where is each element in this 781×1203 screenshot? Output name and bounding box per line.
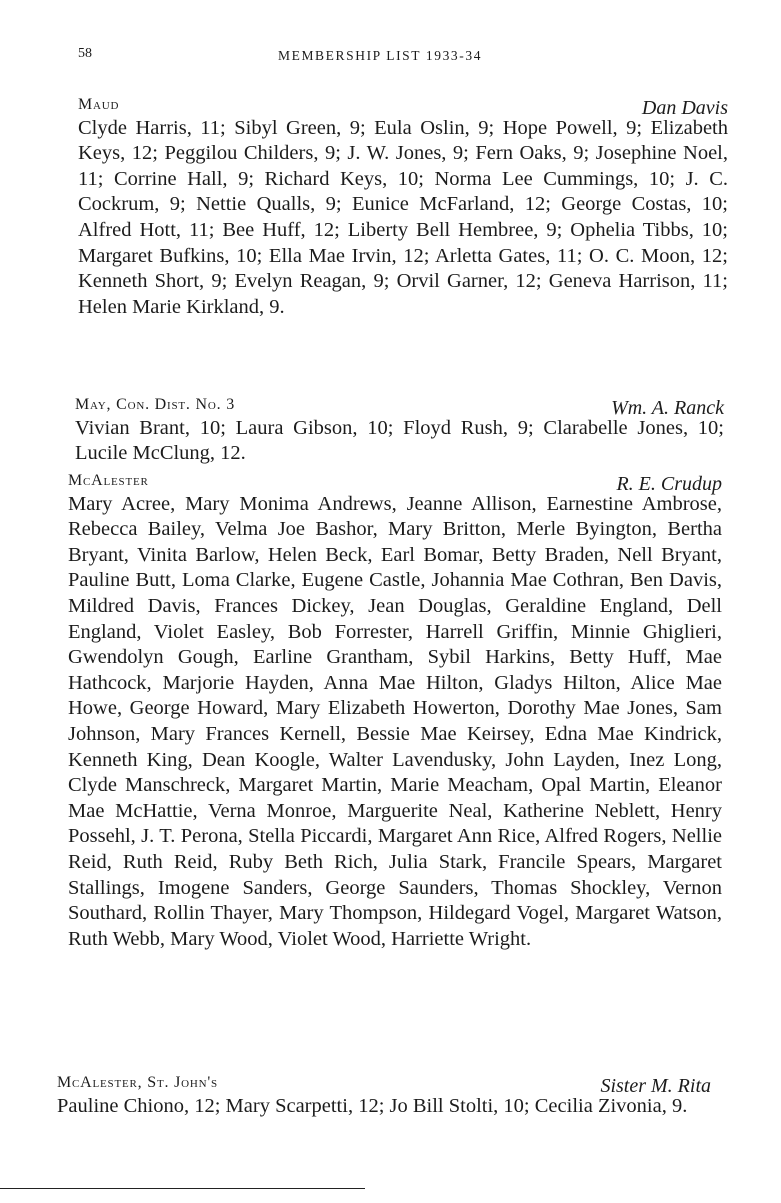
member-list: Mary Acree, Mary Monima Andrews, Jeanne Allison, Earnestine Ambrose, Rebecca Bailey, Velma Joe Bashor, Mary Britton, Merle Byington, Bertha Bryant, Vinita Barlow, Helen Beck, Earl Bomar, Betty Braden, Nell Bryant, Pauline Butt, Loma Clarke, Eugene Castle, Johannia Mae Cothran, Ben Davis, Mildred Davis, Frances Dickey, Jean Douglas, Geraldine England, Dell England, Violet Easley, Bob Forrester, Harrell Griffin, Minnie Ghiglieri, Gwendolyn Gough, Earline Grantham, Sybil Harkins, Betty Huff, Mae Hathcock, Marjorie Hayden, Anna Mae Hilton, Gladys Hilton, Alice Mae Howe, George Howard, Mary Elizabeth Howerton, Dorothy Mae Jones, Sam Johnson, Mary Frances Kernell, Bessie Mae Keirsey, Edna Mae Kindrick, Kenneth King, Dean Koogle, Walter Lavendusky, John Layden, Inez Long, Clyde Manschreck, Margaret Martin, Marie Meacham, Opal Martin, Eleanor Mae McHattie, Verna Monroe, Marguerite Neal, Katherine Neblett, Henry Possehl, J. T. Perona, Stella Piccardi, Margaret Ann Rice, Alfred Rogers, Nellie Reid, Ruth Reid, Ruby Beth Rich, Julia Stark, Francile Spears, Margaret Stallings, Imogene Sanders, George Saunders, Thomas Shockley, Vernon Southard, Rollin Thayer, Mary Thompson, Hildegard Vogel, Margaret Watson, Ruth Webb, Mary Wood, Violet Wood, Harriette Wright. <box>68 492 722 950</box>
entry-heading <box>57 1068 711 1097</box>
sponsor-name: Dan Davis <box>641 97 728 119</box>
entry-mcalester-st-johns <box>57 1068 711 1119</box>
running-title: MEMBERSHIP LIST 1933-34 <box>278 48 483 63</box>
sponsor-name: Sister M. Rita <box>600 1075 711 1097</box>
page-number: 58 <box>78 46 92 61</box>
school-name: Maud <box>78 96 120 113</box>
entry-mcalester <box>68 466 722 952</box>
entry-heading <box>68 466 722 495</box>
school-name: McAlester, St. John's <box>57 1074 218 1091</box>
bottom-rule <box>0 1188 365 1189</box>
school-name: McAlester <box>68 472 149 489</box>
entry-heading <box>75 390 724 419</box>
entry-heading <box>78 90 728 119</box>
member-list: Vivian Brant, 10; Laura Gibson, 10; Floyd Rush, 9; Clarabelle Jones, 10; Lucile McClung, 12. <box>75 416 724 465</box>
entry-may <box>75 390 724 467</box>
sponsor-name: R. E. Crudup <box>616 473 722 495</box>
running-head <box>78 44 728 68</box>
member-list: Clyde Harris, 11; Sibyl Green, 9; Eula Oslin, 9; Hope Powell, 9; Elizabeth Keys, 12; Peggilou Childers, 9; J. W. Jones, 9; Fern Oaks, 9; Josephine Noel, 11; Corrine Hall, 9; Richard Keys, 10; Norma Lee Cummings, 10; J. C. Cockrum, 9; Nettie Qualls, 9; Eunice McFarland, 12; George Costas, 10; Alfred Hott, 11; Bee Huff, 12; Liberty Bell Hembree, 9; Ophelia Tibbs, 10; Margaret Bufkins, 10; Ella Mae Irvin, 12; Arletta Gates, 11; O. C. Moon, 12; Kenneth Short, 9; Evelyn Reagan, 9; Orvil Garner, 12; Geneva Harrison, 11; Helen Marie Kirkland, 9. <box>78 116 728 318</box>
school-name: May, Con. Dist. No. 3 <box>75 396 236 413</box>
sponsor-name: Wm. A. Ranck <box>611 397 724 419</box>
member-list: Pauline Chiono, 12; Mary Scarpetti, 12; Jo Bill Stolti, 10; Cecilia Zivonia, 9. <box>57 1094 688 1117</box>
entry-maud <box>78 90 728 320</box>
